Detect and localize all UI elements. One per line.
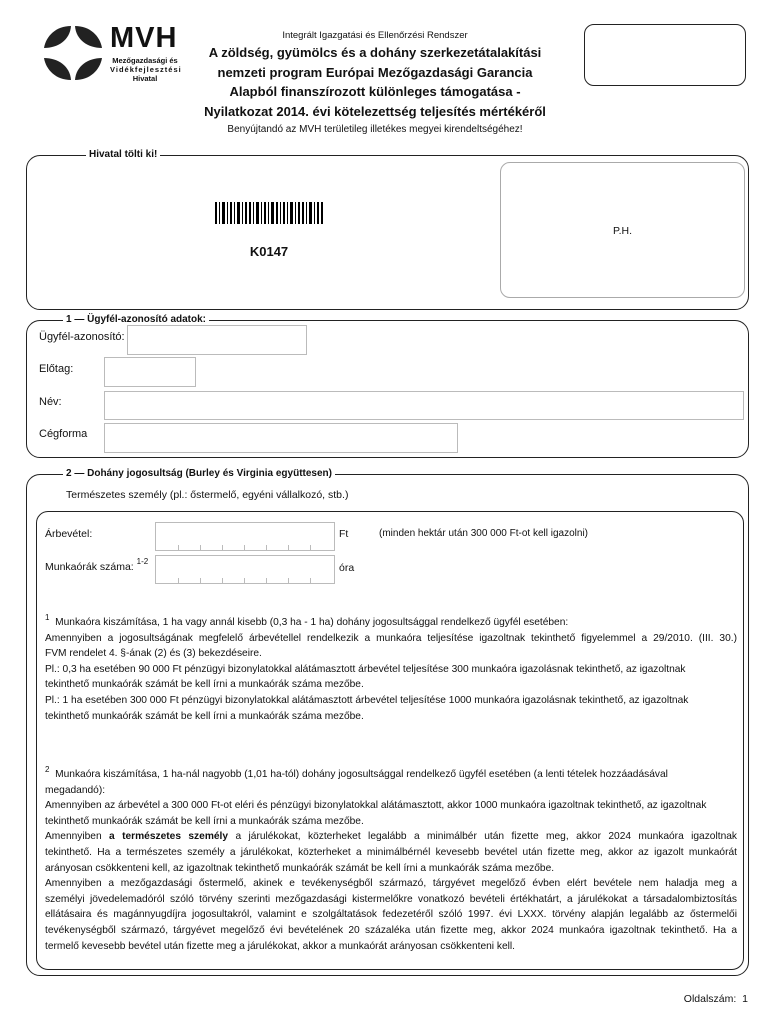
logo-text: MVH	[110, 22, 178, 54]
client-id-field[interactable]	[127, 325, 307, 355]
note1-line: tekinthető munkaórák számát be kell írni a munkaórák száma mezőbe.	[45, 679, 364, 691]
logo-subtitle: Mezőgazdasági és Vidékfejlesztési Hivatal	[110, 56, 182, 83]
section2-subtitle: Természetes személy (pl.: őstermelő, egyéni vállalkozó, stb.)	[66, 489, 349, 501]
note2-line: tekinthető. Ha a természetes személy a járulékokat, közterheket a minimálbérnél kevesebb bevétel után fizette meg, akkor az igazolt munkaórát	[45, 846, 737, 858]
name-field[interactable]	[104, 391, 744, 420]
note2-paragraph: Amennyiben a természetes személy a járulékokat, közterheket legalább a minimálbér után fizette meg, akkor 2024 munkaóra igazoltnak	[45, 831, 737, 843]
note2-line: termelő kevesebb bevétel után fizette meg a járulékokat, akkor a munkaórát arányosan csökkenteni kell.	[45, 940, 516, 952]
note2-line: Amennyiben az árbevétel a 300 000 Ft-ot eléri és pénzügyi bizonylatokkal alátámasztott, akkor 1000 munkaóra igazoltnak tekinthető, az igazoltnak	[45, 800, 707, 812]
prefix-field[interactable]	[104, 357, 196, 387]
company-form-label: Cégforma	[39, 428, 88, 440]
note1-title: $^1$ Munkaóra kiszámítása, 1 ha vagy annál kisebb (0,3 ha - 1 ha) dohány jogosultsággal rendelkező ügyfél esetében:	[45, 613, 569, 628]
note2-line: megadandó):	[45, 784, 106, 796]
note1	[45, 610, 737, 724]
stamp-label: P.H.	[612, 225, 633, 237]
leaf-logo-icon	[38, 22, 108, 84]
natural-person-emphasis: a természetes személy	[109, 831, 229, 843]
note1-line: Pl.: 1 ha esetében 300 000 Ft pénzügyi bizonylatokkal alátámasztott árbevétel teljesítése 1000 munkaóra igazolásnak tekinthető, az igazoltnak	[45, 694, 689, 706]
note2-line: tevékenységből származó, tárgyévet megelőző évi bevételének 20 százaléka után fizette meg, akkor 2024 munkaóra igazoltnak tekinthető. Ha a	[45, 924, 737, 936]
note1-line: Amennyiben a jogosultságának megfelelő árbevétellel rendelkezik a munkaóra teljesítése igazoltnak tekinthető figyelemmel a 29/2010. (III. 30.)	[45, 632, 737, 644]
company-form-field[interactable]	[104, 423, 458, 453]
hours-ticks	[156, 578, 334, 583]
note1-line: tekinthető munkaórák számát be kell írni a munkaórák száma mezőbe.	[45, 710, 364, 722]
revenue-note: (minden hektár után 300 000 Ft-ot kell igazolni)	[379, 528, 589, 539]
stamp-box[interactable]	[500, 162, 745, 298]
revenue-unit: Ft	[339, 528, 349, 540]
hours-unit: óra	[339, 562, 355, 574]
submit-note: Benyújtandó az MVH területileg illetékes megyei kirendeltségéhez!	[227, 124, 523, 135]
section2-legend: 2 — Dohány jogosultság (Burley és Virginia együttesen)	[63, 468, 335, 479]
note2-title: $^2$ Munkaóra kiszámítása, 1 ha-nál nagyobb (1,01 ha-tól) dohány jogosultsággal rendelkező ügyfél esetében (a lenti tételek hozzáadásával	[45, 765, 668, 780]
page-number: Oldalszám: 1	[683, 993, 748, 1005]
note2	[45, 762, 737, 954]
hours-label: Munkaórák száma: $^{1-2}$	[45, 557, 149, 573]
note2-line: ellátásaira és magánnyugdíjra jogosultakról, valamint e szolgáltatások fedezetéről szóló 1997. évi LXXX. törvény alapján legalább az őstermelői	[45, 909, 737, 921]
system-name: Integrált Igazgatási és Ellenőrzési Rendszer	[282, 30, 468, 41]
form-title: A zöldség, gyümölcs és a dohány szerkezetátalakítási nemzeti program Európai Mezőgazdasági Garancia Alapból finanszírozott különleges támogatása - Nyilatkozat 2014. évi kötelezettség teljesítés mértékéről	[204, 45, 546, 119]
note2-line: tekinthető munkaórák számát be kell írni a munkaórák száma mezőbe.	[45, 815, 364, 827]
barcode	[215, 202, 323, 224]
note1-line: FVM rendelet 4. §-ának (2) és (3) bekezdéseire.	[45, 648, 262, 660]
revenue-label: Árbevétel:	[45, 528, 93, 540]
note2-line: Amennyiben a mezőgazdasági őstermelő, akinek e tevékenységből származó, tárgyévet megelőző évben elért bevétele nem haladja meg a	[45, 878, 737, 890]
office-legend: Hivatal tölti ki!	[86, 149, 160, 160]
revenue-ticks	[156, 545, 334, 550]
note2-line: arányosan csökkenteni kell, az igazoltnak tekinthető munkaórák számát be kell írni a munkaórák száma mezőbe.	[45, 862, 555, 874]
prefix-label: Előtag:	[39, 363, 74, 375]
hours-field[interactable]	[155, 555, 335, 584]
hours-footnote-ref: 1-2	[136, 557, 149, 566]
client-id-label: Ügyfél-azonosító:	[39, 331, 125, 343]
revenue-field[interactable]	[155, 522, 335, 551]
name-label: Név:	[39, 396, 62, 408]
note2-line: személyi jövedelemadóról szóló törvény szerinti mezőgazdasági kistermelőkre vonatkozó bevételi értékhatárt, a járulékokat a társadalombiztosítás	[45, 893, 737, 905]
registration-box	[584, 24, 746, 86]
form-code: K0147	[249, 244, 289, 259]
section1-legend: 1 — Ügyfél-azonosító adatok:	[63, 314, 209, 325]
note1-line: Pl.: 0,3 ha esetében 90 000 Ft pénzügyi bizonylatokkal alátámasztott árbevétel teljesítése 300 munkaóra igazolásnak tekinthető, az igazoltnak	[45, 663, 686, 675]
